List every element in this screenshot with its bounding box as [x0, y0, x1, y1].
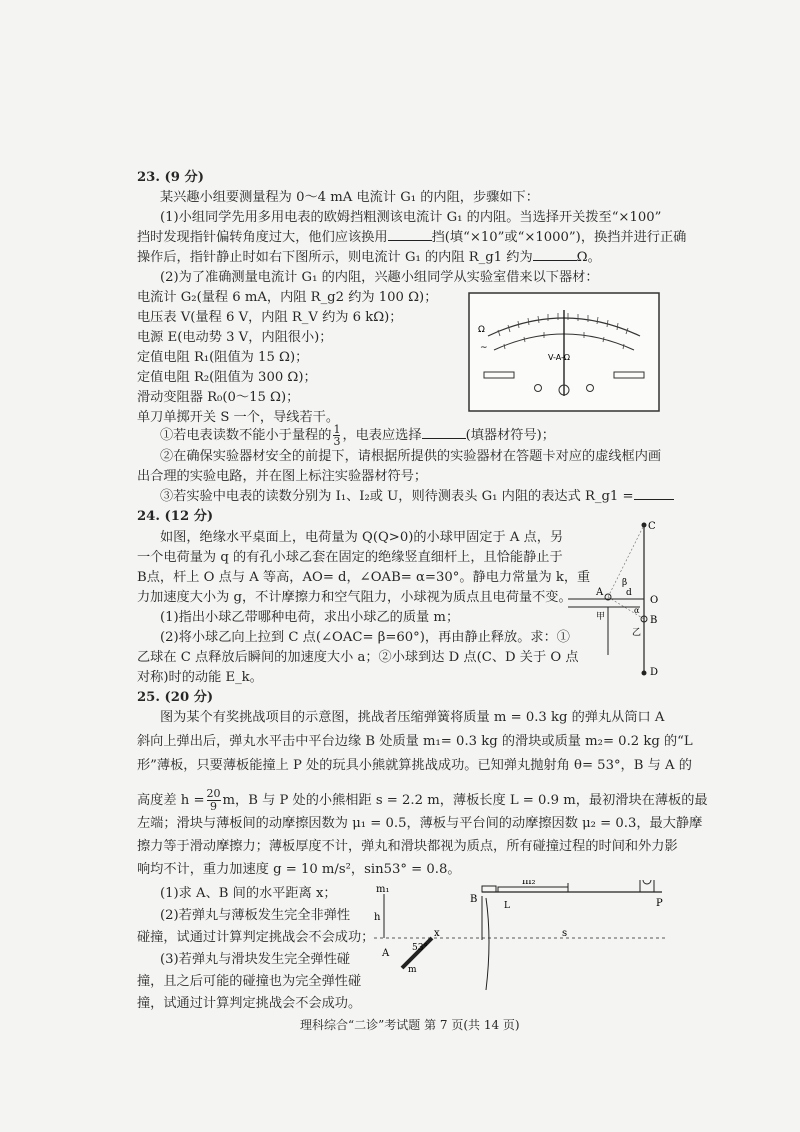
q24-part2-line3: 对称)时的动能 E_k。 [137, 670, 263, 685]
ac-label: ~ [480, 343, 488, 353]
point-d-dot [642, 671, 647, 676]
answer-blank[interactable] [533, 248, 577, 261]
label-x: x [434, 928, 440, 939]
fraction-one-third [333, 424, 340, 447]
q25-heading: 25. (20 分) [137, 690, 214, 705]
q23-part1-line3 [137, 248, 601, 267]
q25-line: 响均不计，重力加速度 g = 10 m/s²，sin53° = 0.8。 [137, 862, 461, 877]
multimeter-figure [468, 292, 660, 412]
label-angle: 53° [412, 943, 428, 953]
q25-part1: (1)求 A、B 间的水平距离 x； [160, 886, 337, 901]
label-beta: β [622, 578, 628, 588]
page-footer: 理科综合“二诊”考试题 第 7 页(共 14 页) [300, 1018, 520, 1032]
answer-blank[interactable] [422, 426, 466, 439]
equipment-item: 单刀单掷开关 S 一个，导线若干。 [137, 410, 340, 425]
q24-part2-line1: (2)将小球乙向上拉到 C 点(∠OAC= β=60°)，再由静止释放。求：① [160, 630, 570, 645]
q25-line: 左端；滑块与薄板间的动摩擦因数为 μ₁ = 0.5，薄板与平台间的动摩擦因数 μ₂ = 0.3，最大静摩 [137, 816, 703, 831]
label-c: C [648, 521, 656, 532]
equipment-item: 定值电阻 R₁(阻值为 15 Ω)； [137, 350, 309, 365]
q25-part2-line2: 碰撞，试通过计算判定挑战会不会成功； [137, 930, 375, 945]
slider-block [482, 886, 496, 892]
q23-step2-line2: 出合理的实验电路，并在图上标注实验器材符号； [137, 469, 428, 484]
label-p: P [656, 898, 663, 909]
fraction-den: 3 [333, 435, 341, 448]
label-m2: m₂ [522, 880, 536, 887]
q23-part1-line2 [137, 228, 686, 247]
label-d: D [650, 667, 659, 678]
q23-intro: 某兴趣小组要测量程为 0～4 mA 电流计 G₁ 的内阻，步骤如下： [160, 190, 539, 205]
label-o: O [650, 595, 659, 606]
q23-part1-line2-a: 挡时发现指针偏转角度过大，他们应该换用 [137, 230, 388, 245]
label-h: h [374, 912, 381, 923]
q25-line: 形”薄板，只要薄板能撞上 P 处的玩具小熊就算挑战成功。已知弹丸抛射角 θ= 53°，B 与 A 的 [137, 758, 692, 773]
q24-heading: 24. (12 分) [137, 509, 214, 524]
q25-l4-a: 高度差 h = [137, 793, 205, 808]
equipment-item: 电源 E(电动势 3 V，内阻很小)； [137, 330, 333, 345]
ohm-label: Ω [478, 325, 485, 335]
q25-part2-line1: (2)若弹丸与薄板发生完全非弹性 [160, 908, 351, 923]
q25-line-height [137, 788, 708, 813]
charged-ball-rod-figure [560, 515, 670, 685]
projectile-platform-figure [372, 880, 672, 1012]
q23-part1-line3-a: 操作后，指针静止时如右下图所示，则电流计 G₁ 的内阻 R_g1 约为 [137, 250, 533, 265]
q23-part1-line3-b: Ω。 [576, 250, 601, 265]
equipment-item: 电压表 V(量程 6 V，内阻 R_V 约为 6 kΩ)； [137, 310, 403, 325]
q25-line: 斜向上弹出后，弹丸水平击中平台边缘 B 处质量 m₁= 0.3 kg 的滑块或质量 m₂= 0.2 kg 的“L [137, 734, 693, 749]
q24-line: 如图，绝缘水平桌面上，电荷量为 Q(Q>0)的小球甲固定于 A 点，另 [160, 530, 564, 545]
q24-line: B点，杆上 O 点与 A 等高，AO= d，∠OAB= α=30°。静电力常量为 k，重 [137, 570, 591, 585]
fraction-num: 20 [206, 787, 221, 800]
q25-line: 图为某个有奖挑战项目的示意图，挑战者压缩弹簧将质量 m = 0.3 kg 的弹丸从筒口 A [160, 710, 665, 725]
label-jia: 甲 [596, 612, 606, 622]
label-b: B [650, 615, 658, 626]
label-a: A [596, 587, 604, 598]
label-yi: 乙 [632, 628, 642, 638]
fraction-num: 1 [333, 423, 341, 436]
q25-l4-b: m，B 与 P 处的小熊相距 s = 2.2 m，薄板长度 L = 0.9 m，最初滑块在薄板的最 [222, 793, 708, 808]
q24-line: 一个电荷量为 q 的有孔小球乙套在固定的绝缘竖直细杆上，且恰能静止于 [137, 550, 563, 565]
q23-part1-line1: (1)小组同学先用多用电表的欧姆挡粗测该电流计 G₁ 的内阻。当选择开关拨至“×100” [160, 210, 662, 225]
equipment-item: 电流计 G₂(量程 6 mA，内阻 R_g2 约为 100 Ω)； [137, 290, 438, 305]
q24-line: 力加速度大小为 g，不计摩擦力和空气阻力，小球视为质点且电荷量不变。 [137, 590, 572, 605]
answer-blank[interactable] [634, 487, 674, 500]
q23-part1-line2-b: 挡(填“×10”或“×1000”)，换挡并进行正确 [431, 230, 687, 245]
label-alpha: α [634, 606, 640, 615]
q25-part3-line2: 撞，且之后可能的碰撞也为完全弹性碰 [137, 974, 362, 989]
q23-step1-c: (填器材符号)； [465, 428, 555, 443]
q24-part1: (1)指出小球乙带哪种电荷，求出小球乙的质量 m； [160, 610, 460, 625]
fraction-den: 9 [210, 800, 217, 813]
label-d-distance: d [626, 588, 632, 598]
va-ohm-label: V-A-Ω [548, 353, 571, 362]
l-shaped-plank [498, 887, 568, 892]
q23-step1-b: ，电表应选择 [342, 428, 422, 443]
q23-heading: 23. (9 分) [137, 170, 204, 185]
q23-part2-line: (2)为了准确测量电流计 G₁ 的内阻，兴趣小组同学从实验室借来以下器材： [160, 270, 599, 285]
q23-step3-text: ③若实验中电表的读数分别为 I₁、I₂或 U，则待测表头 G₁ 内阻的表达式 R_g1 = [160, 489, 634, 504]
label-m1: m₁ [376, 884, 390, 895]
toy-bear [640, 880, 654, 892]
trajectory-curve [486, 898, 489, 990]
q25-line: 擦力等于滑动摩擦力；薄板厚度不计，弹丸和滑块都视为质点，所有碰撞过程的时间和外力影 [137, 839, 678, 854]
q25-part3-line1: (3)若弹丸与滑块发生完全弹性碰 [160, 952, 351, 967]
q24-part2-line2: 乙球在 C 点释放后瞬间的加速度大小 a；②小球到达 D 点(C、D 关于 O 点 [137, 650, 579, 665]
q23-step2-line1: ②在确保实验器材安全的前提下，请根据所提供的实验器材在答题卡对应的虚线框内画 [160, 449, 662, 464]
label-l: L [504, 901, 510, 911]
label-a: A [382, 948, 390, 959]
equipment-item: 定值电阻 R₂(阻值为 300 Ω)； [137, 370, 317, 385]
q25-part3-line3: 撞，试通过计算判定挑战会不会成功。 [137, 996, 362, 1011]
answer-blank[interactable] [388, 228, 432, 241]
label-m: m [408, 965, 417, 975]
label-b: B [470, 894, 478, 905]
q23-step1 [160, 424, 555, 447]
fraction-twenty-ninths [207, 788, 221, 813]
q23-step3 [160, 487, 674, 506]
equipment-item: 滑动变阻器 R₀(0～15 Ω)； [137, 390, 300, 405]
q23-step1-a: ①若电表读数不能小于量程的 [160, 428, 332, 443]
label-s: s [562, 928, 568, 939]
